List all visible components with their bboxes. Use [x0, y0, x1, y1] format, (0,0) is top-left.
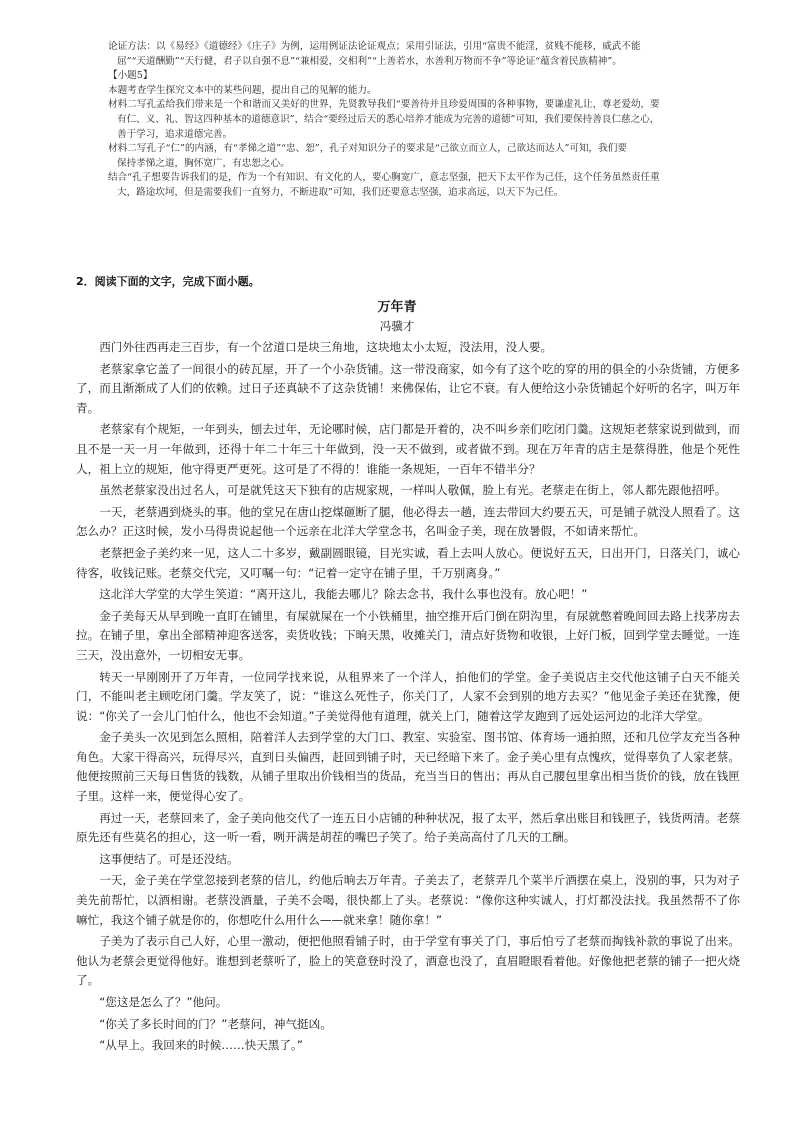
story-paragraph: 这北洋大学堂的大学生笑道：“离开这儿，我能去哪儿？除去念书，我什么事也没有。放心吧！”	[99, 587, 588, 602]
story-paragraph: 一天，金子美在学堂忽接到老蔡的信儿，约他后晌去万年青。子美去了，老蔡弄几个菜半斤酒摆在桌上，没别的事，只为对子美先前帮忙，以酒相谢。老蔡没酒量，子美不会喝，很快都上了头。老蔡说：“像你这种实诚人，打灯都没法找。我虽然帮不了你嘛忙，我这个铺子就是你的，你想吃什么用什么——就来拿！随你拿！”	[76, 873, 740, 927]
story-paragraph: 虽然老蔡家没出过名人，可是就凭这天下独有的店规家规，一样叫人敬佩，脸上有光。老蔡走在街上，邻人都先跟他招呼。	[99, 483, 727, 498]
story-paragraph: “你关了多长时间的门？”老蔡问，神气挺凶。	[99, 1016, 332, 1031]
story-paragraph: 老蔡把金子美约来一见，这人二十多岁，戴副圆眼镜，目光实诚，看上去叫人放心。便说好五天，日出开门，日落关门，诚心待客，收钱记账。老蔡交代完，又叮嘱一句：“记着一定守在铺子里，千万别离身。”	[76, 545, 740, 580]
analysis-line: 善于学习，追求道德完善。	[117, 128, 233, 140]
story-paragraph: 老蔡家拿它盖了一间很小的砖瓦屋，开了一个小杂货铺。这一带没商家，如今有了这个吃的穿的用的俱全的小杂货铺，方便多了，而且渐渐成了人们的依赖。过日子还真缺不了这杂货铺！来佛保佑，让它不衰。有人便给这小杂货铺起个好听的名字，叫万年青。	[76, 361, 740, 415]
analysis-line: 大，路途坎坷，但是需要我们一直努力，不断进取”可知，我们还要意志坚强，追求高远，以天下为己任。	[117, 186, 564, 198]
story-paragraph: 老蔡家有个规矩，一年到头，刨去过年，无论哪时候，店门都是开着的，决不叫乡亲们吃闭门羹。这规矩老蔡家说到做到，而且不是一天一月一年做到，还得十年二十年三十年做到，没一天不做到，或者做不到。现在万年青的店主是蔡得胜，他是个死性人，祖上立的规矩，他守得更严更死。这可是了不得的！谁能一条规矩，一百年不错半分？	[76, 422, 740, 476]
subquestion-heading: 【小题5】	[108, 70, 153, 82]
story-paragraph: 金子美头一次见到怎么照相，陪着洋人去到学堂的大门口、教室、实验室、图书馆、体育场一通拍照，还和几位学友充当各种角色。大家干得高兴，玩得尽兴，直到日头偏西，赶回到铺子时，天已经暗下来了。金子美心里有点愧疚，觉得辜负了人家老蔡。他便按照前三天每日售货的钱数，从铺子里取出价钱相当的货品，充当当日的售出；再从自己腰包里拿出相当货价的钱，放在钱匣子里。这样一来，便觉得心安了。	[76, 730, 740, 804]
story-paragraph: “从早上。我回来的时候……快天黑了。”	[99, 1038, 303, 1053]
analysis-line: 保持孝悌之道，胸怀宽广，有忠恕之心。	[117, 157, 290, 169]
story-paragraph: 再过一天，老蔡回来了，金子美向他交代了一连五日小店铺的种种状况，报了太平，然后拿出账目和钱匣子，钱货两清。老蔡原先还有些莫名的担心，这一听一看，咧开满是胡茬的嘴巴子笑了。给子美高高付了几天的工酬。	[76, 810, 740, 845]
analysis-line: 屈”“天道酬勤”“天行健，君子以自强不息”“兼相爱，交相利”“上善若水，水善利万物而不争”等论证“蕴含着民族精神”。	[117, 55, 622, 67]
story-paragraph: 子美为了表示自己人好，心里一激动，便把他照看铺子时，由于学堂有事关了门，事后怕亏了老蔡而掏钱补款的事说了出来。他认为老蔡会更觉得他好。谁想到老蔡听了，脸上的笑意登时没了，酒意也没了，直眉瞪眼看着他。好像他把老蔡的铺子一把火烧了。	[76, 934, 740, 988]
story-paragraph: 金子美每天从早到晚一直盯在铺里，有屎就屎在一个小铁桶里，抽空推开后门倒在阴沟里，有尿就憋着晚间回去路上找茅房去拉。在铺子里，拿出全部精神迎客送客，卖货收钱；下晌天黑，收摊关门，清点好货物和收银，上好门板，回到学堂去睡觉。一连三天，没出意外，一切相安无事。	[76, 608, 740, 662]
question-heading: 2．阅读下面的文字，完成下面小题。	[76, 275, 260, 288]
story-paragraph: 这事便结了。可是还没结。	[99, 851, 239, 866]
analysis-line: 有仁、义、礼、智这四种基本的道德意识”，结合“要经过后天的悉心培养才能成为完善的道德”可知，我们要保持善良仁慈之心，	[117, 113, 660, 125]
story-paragraph: 一天，老蔡遇到烧头的事。他的堂兄在唐山挖煤砸断了腿，他必得去一趟，连去带回大约要五天，可是铺子就没人照看了。这怎么办？正这时候，发小马得贵说起他一个远亲在北洋大学堂念书，名叫金子美，现在放暑假，不如请来帮忙。	[76, 504, 740, 539]
analysis-line: 本题考查学生探究文本中的某些问题，提出自己的见解的能力。	[108, 84, 377, 96]
answer-analysis	[108, 40, 728, 201]
story-body	[76, 338, 740, 1058]
story-paragraph: 西门外往西再走三百步，有一个岔道口是块三角地，这块地太小太短，没法用，没人要。	[99, 340, 553, 354]
analysis-line: 材料二写孔子“仁”的内涵，有“孝悌之道”“忠、恕”，孔子对知识分子的要求是“己欲立而立人，己欲达而达人”可知，我们要	[108, 143, 627, 155]
story-title: 万年青	[377, 300, 417, 315]
story-paragraph: 转天一早刚刚开了万年青，一位同学找来说，从租界来了一个洋人，拍他们的学堂。金子美说店主交代他这铺子白天不能关门，不能叫老主顾吃闭门羹。学友笑了，说：“谁这么死性子，你关门了，人家不会到别的地方去买？”他见金子美还在犹豫，便说：“你关了一会儿门怕什么，他也不会知道。”子美觉得他有道理，就关上门，随着这学友跑到了远处运河边的北洋大学堂。	[76, 669, 740, 723]
analysis-line: 材料二写孔孟给我们带来是一个和谐而又美好的世界，先贤教导我们“要善待并且珍爱周围的各种事物，要谦虚礼让，尊老爱幼，要	[108, 99, 660, 111]
story-paragraph: “您这是怎么了？”他问。	[99, 995, 228, 1009]
analysis-line: 结合“孔子想要告诉我们的是，作为一个有知识、有文化的人，要心胸宽广，意志坚强，把天下太平作为己任，这个任务虽然责任重	[108, 172, 660, 184]
analysis-line: 论证方法：以《易经》《道德经》《庄子》为例，运用例证法论证观点；采用引证法，引用“富贵不能淫，贫贱不能移，威武不能	[108, 41, 641, 52]
story-author: 冯骥才	[379, 319, 415, 333]
